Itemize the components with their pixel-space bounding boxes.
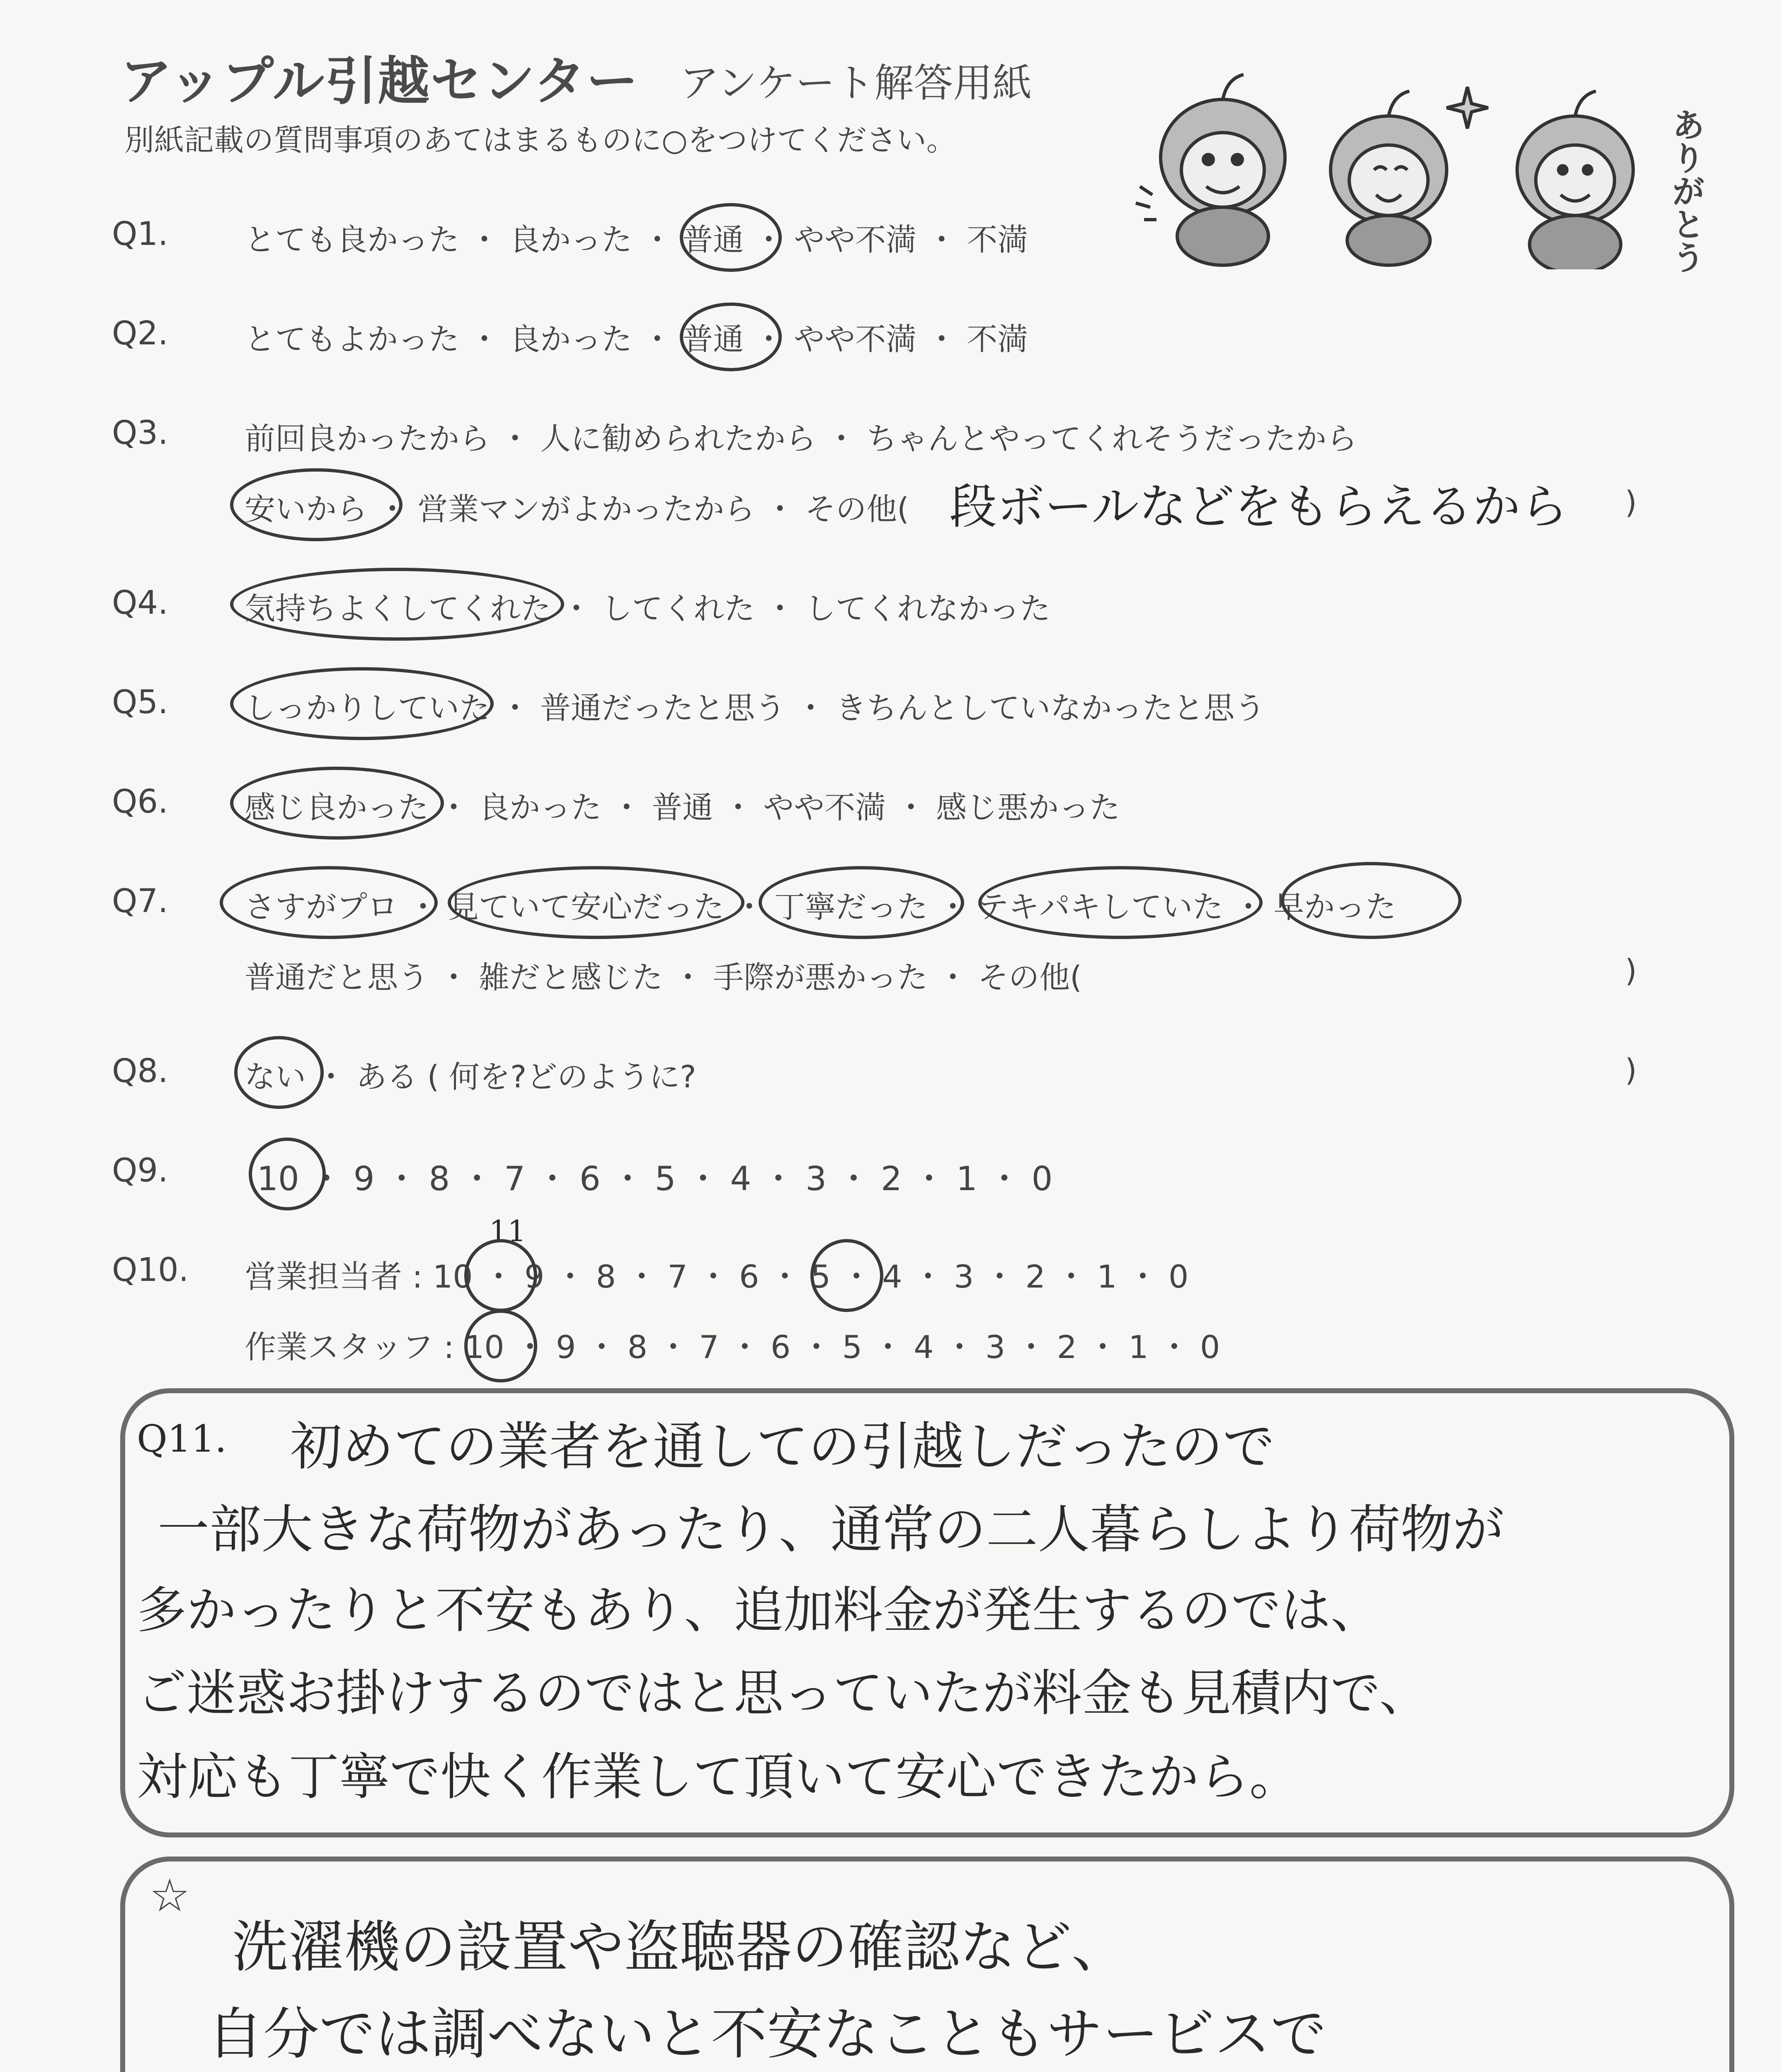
q8-circle-mark — [234, 1036, 324, 1109]
q3-label: Q3. — [112, 414, 168, 452]
thanks-text: ありがとう — [1666, 108, 1705, 274]
q10-sales-circle-mark-2 — [810, 1239, 883, 1312]
q5-label: Q5. — [112, 684, 168, 721]
q10-staff-scale: 作業スタッフ : 10 ・ 9 ・ 8 ・ 7 ・ 6 ・ 5 ・ 4 ・ 3 ・ 2 ・ 1 ・ 0 — [245, 1329, 1220, 1365]
q10-sales-scale: 営業担当者 : 10 ・ 9 ・ 8 ・ 7 ・ 6 ・ 5 ・ 4 ・ 3 ・ 2 ・ 1 ・ 0 — [245, 1258, 1189, 1295]
q1-label: Q1. — [112, 215, 168, 253]
monkey-left-icon — [1136, 75, 1285, 265]
q3-options-1: 前回良かったから ・ 人に勧められたから ・ ちゃんとやってくれそうだったから — [245, 421, 1358, 457]
q2-label: Q2. — [112, 315, 168, 352]
q9-circle-mark — [249, 1138, 326, 1210]
q8-options: ない ・ ある ( 何を?どのように? — [245, 1059, 696, 1095]
q10-sales-circle-mark — [464, 1239, 537, 1312]
q3-circle-mark — [230, 468, 402, 541]
q11-label: Q11. — [137, 1417, 227, 1461]
form-title: アップル引越センター — [120, 51, 639, 111]
q8-label: Q8. — [112, 1053, 168, 1090]
q9-scale: 10 ・ 9 ・ 8 ・ 7 ・ 6 ・ 5 ・ 4 ・ 3 ・ 2 ・ 1 ・ 0 — [257, 1159, 1053, 1198]
q2-circle-mark — [680, 303, 782, 371]
q7-circle-mark-1 — [220, 866, 438, 939]
q7-circle-mark-2 — [448, 866, 744, 939]
q10-label: Q10. — [112, 1251, 189, 1289]
monkey-mascots-illustration — [1127, 62, 1700, 269]
q5-circle-mark — [230, 667, 494, 740]
q3-options-2: 安いから ・ 営業マンがよかったから ・ その他( — [245, 491, 909, 527]
q7-options-1: さすがプロ ・ 見ていて安心だった ・ 丁寧だった ・ テキパキしていた ・ 早かった — [245, 889, 1397, 925]
q6-label: Q6. — [112, 783, 168, 821]
q11-line-3: 多かったりと不安もあり、追加料金が発生するのでは、 — [137, 1582, 1380, 1639]
q8-close-paren: ) — [1625, 1053, 1637, 1088]
q7-options-2: 普通だと思う ・ 雑だと感じた ・ 手際が悪かった ・ その他( — [245, 960, 1082, 995]
star-line-1: 洗濯機の設置や盗聴器の確認など、 — [232, 1915, 1127, 1980]
q11-line-5: 対応も丁寧で快く作業して頂いて安心できたから。 — [137, 1748, 1300, 1806]
q11-line-1: 初めての業者を通しての引越しだったので — [290, 1417, 1275, 1477]
q6-circle-mark — [230, 767, 444, 840]
q10-extra-mark: 11 — [489, 1214, 526, 1248]
q3-close-paren: ) — [1625, 485, 1637, 520]
star-line-2: 自分では調べないと不安なこともサービスで — [207, 2002, 1326, 2067]
q9-label: Q9. — [112, 1152, 168, 1189]
q4-options: 気持ちよくしてくれた ・ してくれた ・ してくれなかった — [245, 591, 1051, 627]
star-icon: ☆ — [149, 1869, 190, 1922]
q7-close-paren: ) — [1625, 953, 1637, 989]
q4-circle-mark — [230, 568, 564, 641]
q10-staff-circle-mark — [464, 1310, 537, 1382]
q6-options: 感じ良かった ・ 良かった ・ 普通 ・ やや不満 ・ 感じ悪かった — [245, 790, 1120, 825]
q7-circle-mark-5 — [1281, 862, 1462, 939]
form-subtitle: アンケート解答用紙 — [680, 61, 1032, 106]
q7-label: Q7. — [112, 883, 168, 920]
monkey-right-icon — [1517, 91, 1633, 269]
q7-circle-mark-3 — [759, 866, 964, 939]
instructions: 別紙記載の質問事項のあてはまるものに○をつけてください。 — [124, 123, 956, 157]
q5-options: しっかりしていた ・ 普通だったと思う ・ きちんとしていなかったと思う — [245, 690, 1266, 726]
monkey-middle-icon — [1331, 91, 1447, 265]
q4-label: Q4. — [112, 584, 168, 622]
q1-circle-mark — [680, 203, 782, 272]
q7-circle-mark-4 — [978, 866, 1263, 939]
q2-options: とてもよかった ・ 良かった ・ 普通 ・ やや不満 ・ 不満 — [245, 322, 1028, 357]
q11-line-4: ご迷惑お掛けするのではと思っていたが料金も見積内で、 — [137, 1665, 1429, 1722]
q3-other-answer: 段ボールなどをもらえるから — [949, 479, 1568, 535]
sparkle-icon — [1447, 87, 1488, 128]
q1-options: とても良かった ・ 良かった ・ 普通 ・ やや不満 ・ 不満 — [245, 222, 1028, 258]
q11-line-2: 一部大きな荷物があったり、通常の二人暮らしより荷物が — [158, 1500, 1504, 1560]
